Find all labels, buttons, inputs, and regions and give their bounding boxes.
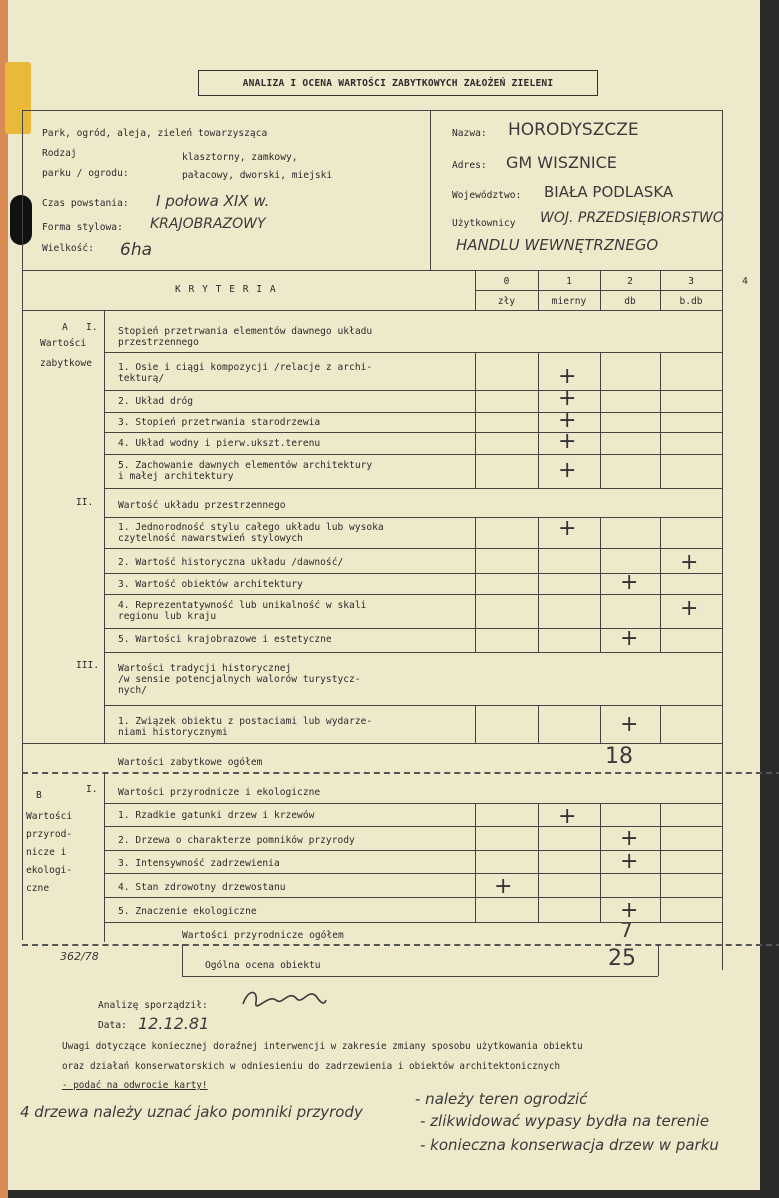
score-4: 4 — [742, 276, 748, 287]
score-mark: + — [558, 516, 577, 541]
czas-label: Czas powstania: — [42, 198, 129, 209]
score-mark: + — [558, 386, 577, 411]
criterion-row: 5. Zachowanie dawnych elementów architektury i małej architektury — [118, 460, 373, 482]
score-mark: + — [558, 458, 577, 483]
nazwa-label: Nazwa: — [452, 128, 487, 139]
score-2: 2 — [627, 276, 633, 287]
score-mark: + — [680, 596, 699, 621]
note-3: - podać na odwrocie karty! — [62, 1080, 208, 1091]
section-b-group-roman: I. — [86, 784, 98, 795]
note-1: Uwagi dotyczące koniecznej doraźnej interwencji w zakresie zmiany sposobu użytkowania obiektu — [62, 1041, 583, 1052]
section-b-group-title: Wartości przyrodnicze i ekologiczne — [118, 787, 321, 798]
group2-title: Wartość układu przestrzennego — [118, 500, 286, 511]
score-mark: + — [494, 874, 513, 899]
analysis-label: Analizę sporządził: — [98, 1000, 208, 1011]
score-mark: + — [558, 364, 577, 389]
rodzaj-label: Rodzaj — [42, 148, 77, 159]
section-b-total-label: Wartości przyrodnicze ogółem — [182, 930, 344, 941]
score-mark: + — [558, 804, 577, 829]
section-a-group3-roman: III. — [76, 660, 100, 671]
criterion-row: 1. Jednorodność stylu całego układu lub wysoka czytelność nawarstwień stylowych — [118, 522, 384, 544]
score-0: 0 — [503, 276, 510, 287]
section-b-letter: B — [36, 790, 42, 801]
wielkosc-label: Wielkość: — [42, 243, 94, 254]
nazwa-value: HORODYSZCZE — [508, 120, 639, 140]
woj-value: BIAŁA PODLASKA — [544, 183, 674, 201]
section-a-title-2: zabytkowe — [40, 358, 92, 369]
score-label-bdb: b.db — [679, 296, 703, 307]
criterion-row: 2. Wartość historyczna układu /dawność/ — [118, 557, 344, 568]
group1-title: Stopień przetrwania elementów dawnego układu przestrzennego — [118, 326, 373, 348]
rodzaj-options-1: klasztorny, zamkowy, — [182, 152, 298, 163]
criterion-row: 4. Układ wodny i pierw.ukszt.terenu — [118, 438, 321, 449]
criterion-row: 1. Rzadkie gatunki drzew i krzewów — [118, 810, 315, 821]
section-b-title: Wartości przyrod- nicze i ekologi- czne — [26, 811, 73, 894]
section-a-group1-roman: I. — [86, 322, 98, 333]
criterion-row: 2. Układ dróg — [118, 396, 194, 407]
score-label-mierny: mierny — [551, 296, 587, 307]
criterion-row: 1. Związek obiektu z postaciami lub wydarze- niami historycznymi — [118, 716, 373, 738]
uzyt-value-1: WOJ. PRZEDSIĘBIORSTWO — [540, 210, 724, 226]
date-value: 12.12.81 — [138, 1014, 210, 1033]
score-3: 3 — [688, 276, 694, 287]
section-b-total-value: 7 — [620, 918, 633, 942]
criterion-row: 5. Znaczenie ekologiczne — [118, 906, 257, 917]
score-mark: + — [620, 898, 639, 923]
rodzaj-options-2: pałacowy, dworski, miejski — [182, 170, 333, 181]
score-mark: + — [620, 570, 639, 595]
signature — [238, 984, 328, 1020]
handwritten-right-1: - należy teren ogrodzić — [415, 1090, 588, 1108]
adres-value: GM WISZNICE — [506, 153, 617, 172]
overall-label: Ogólna ocena obiektu — [205, 960, 321, 971]
score-mark: + — [620, 626, 639, 651]
score-1: 1 — [566, 276, 572, 287]
uzyt-value-2: HANDLU WEWNĘTRZNEGO — [456, 236, 659, 254]
score-label-db: db — [624, 296, 636, 307]
score-mark: + — [620, 826, 639, 851]
woj-label: Województwo: — [452, 190, 522, 201]
uzyt-label: Użytkownicy — [452, 218, 516, 229]
note-2: oraz działań konserwatorskich w odniesieniu do zadrzewienia i obiektów architektonicznych — [62, 1061, 561, 1072]
wielkosc-value: 6ha — [120, 240, 153, 260]
handwritten-left: 4 drzewa należy uznać jako pomniki przyrody — [20, 1103, 363, 1121]
punch-hole — [10, 195, 32, 245]
group3-title: Wartości tradycji historycznej /w sensie potencjalnych walorów turystycz- nych/ — [118, 663, 361, 696]
overall-value: 25 — [608, 946, 636, 971]
forma-label: Forma stylowa: — [42, 222, 123, 233]
score-label-zly: zły — [497, 296, 516, 307]
handwritten-right-2: - zlikwidować wypasy bydła na terenie — [420, 1112, 710, 1130]
criterion-row: 4. Stan zdrowotny drzewostanu — [118, 882, 286, 893]
archive-number: 362/78 — [60, 950, 99, 963]
type-label: Park, ogród, aleja, zieleń towarzysząca — [42, 128, 268, 139]
section-a-total-value: 18 — [605, 744, 633, 769]
section-a-title-1: Wartości — [40, 338, 87, 349]
criterion-row: 5. Wartości krajobrazowe i estetyczne — [118, 634, 332, 645]
parku-label: parku / ogrodu: — [42, 168, 129, 179]
criterion-row: 3. Stopień przetrwania starodrzewia — [118, 417, 321, 428]
score-mark: + — [558, 429, 577, 454]
score-mark: + — [558, 408, 577, 433]
criterion-row: 4. Reprezentatywność lub unikalność w skali regionu lub kraju — [118, 600, 367, 622]
tape-mark — [5, 62, 31, 134]
czas-value: I połowa XIX w. — [156, 192, 270, 210]
handwritten-right-3: - konieczna konserwacja drzew w parku — [420, 1136, 719, 1154]
section-a-group2-roman: II. — [76, 497, 94, 508]
criterion-row: 3. Intensywność zadrzewienia — [118, 858, 280, 869]
forma-value: KRAJOBRAZOWY — [150, 216, 266, 232]
criterion-row: 3. Wartość obiektów architektury — [118, 579, 303, 590]
criterion-row: 1. Osie i ciągi kompozycji /relacje z archi- tekturą/ — [118, 362, 373, 384]
adres-label: Adres: — [452, 160, 487, 171]
score-mark: + — [620, 712, 639, 737]
document-title: ANALIZA I OCENA WARTOŚCI ZABYTKOWYCH ZAŁOŻEŃ ZIELENI — [198, 70, 598, 96]
section-a-letter: A — [62, 322, 68, 333]
score-mark: + — [680, 550, 699, 575]
score-mark: + — [620, 849, 639, 874]
criterion-row: 2. Drzewa o charakterze pomników przyrody — [118, 835, 355, 846]
kryteria-header: K R Y T E R I A — [175, 284, 277, 295]
section-a-total-label: Wartości zabytkowe ogółem — [118, 757, 263, 768]
folder-edge — [0, 0, 8, 1198]
date-label: Data: — [98, 1020, 127, 1031]
